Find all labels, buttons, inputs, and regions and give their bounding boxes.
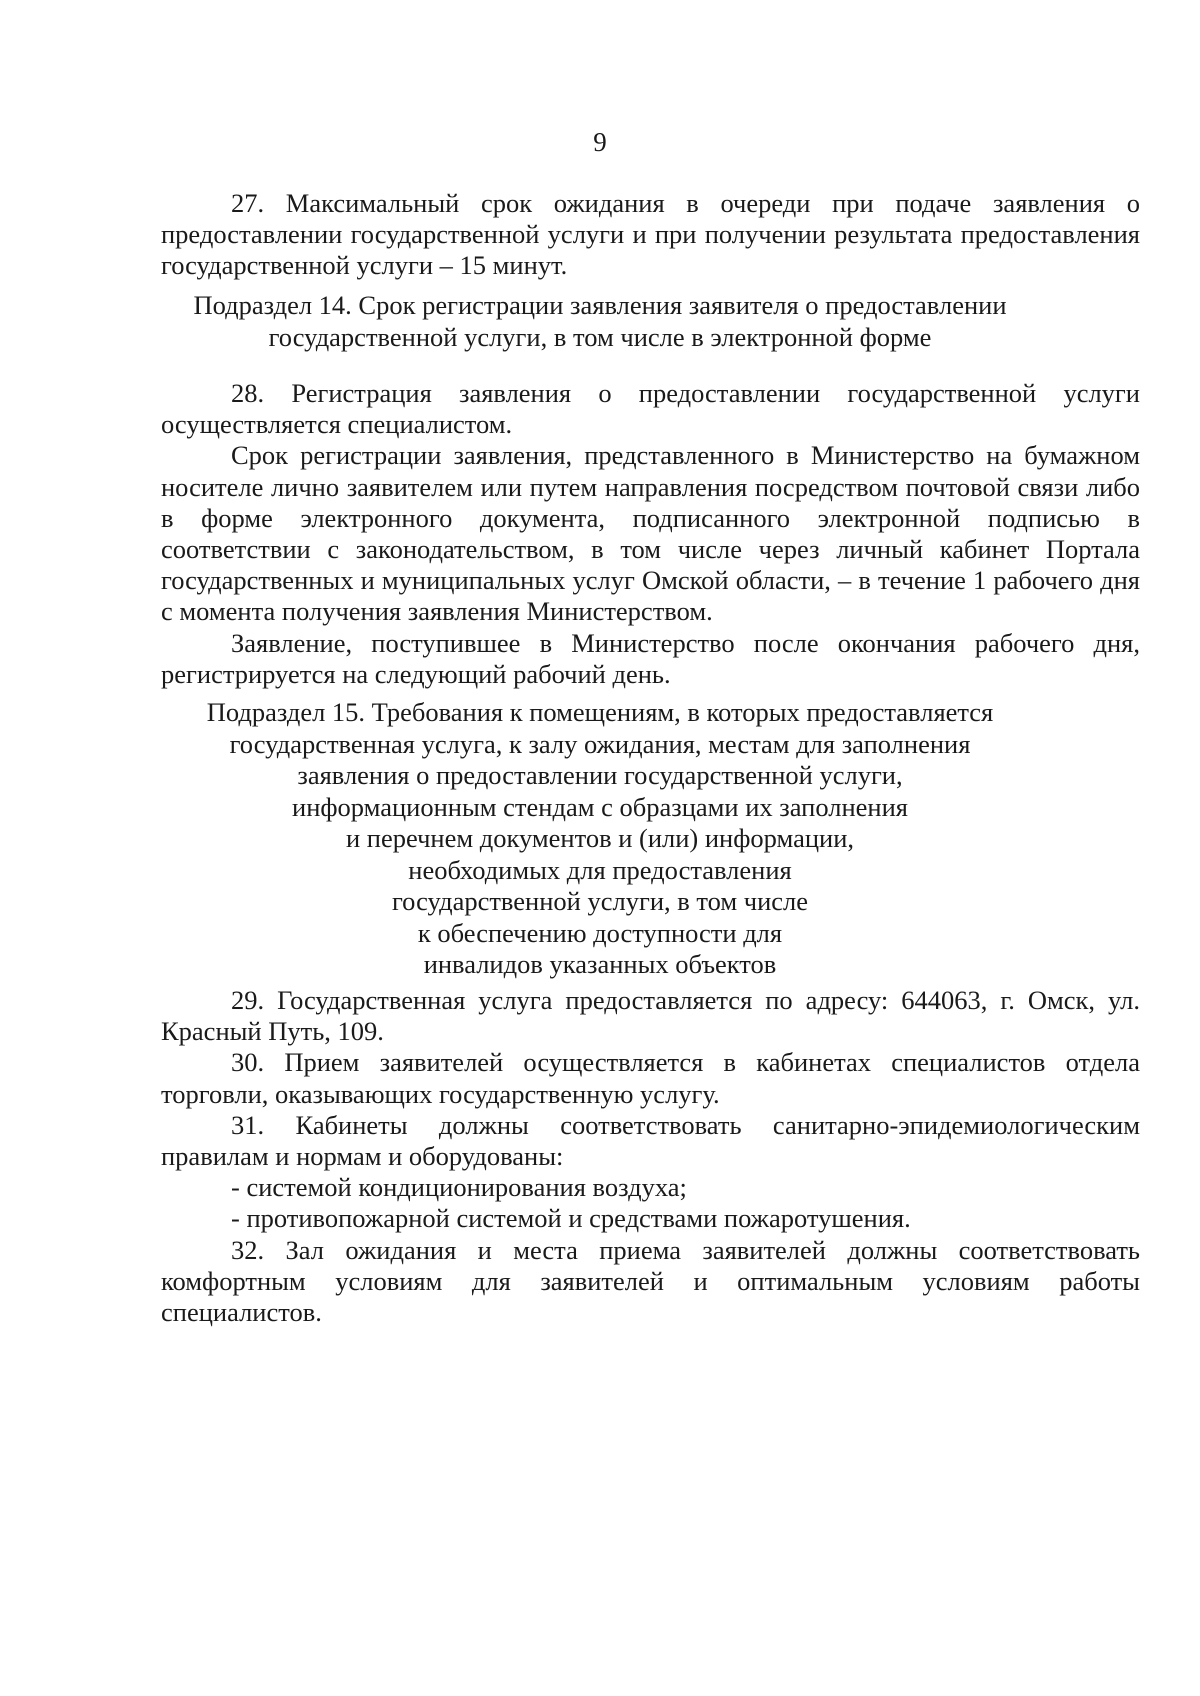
section-28 xyxy=(161,378,1140,690)
paragraph-30: 30. Прием заявителей осуществляется в кабинетах специалистов отдела торговли, оказывающих государственную услугу. xyxy=(161,1047,1140,1109)
subsection-15-heading xyxy=(0,697,1200,981)
paragraph-28-2: Срок регистрации заявления, представленного в Министерство на бумажном носителе лично заявителем или путем направления посредством почтовой связи либо в форме электронного документа, подписанного электронной подписью в соответствии с законодательством, в том числе через личный кабинет Портала государственных и муниципальных услуг Омской области, – в течение 1 рабочего дня с момента получения заявления Министерством. xyxy=(161,440,1140,627)
heading-line: заявления о предоставлении государственной услуги, xyxy=(297,760,903,790)
list-item: - противопожарной системой и средствами пожаротушения. xyxy=(231,1203,911,1234)
heading-line: государственной услуги, в том числе xyxy=(391,886,809,916)
page-number: 9 xyxy=(593,127,607,157)
paragraph-29: 29. Государственная услуга предоставляется по адресу: 644063, г. Омск, ул. Красный Путь, 109. xyxy=(161,985,1140,1047)
paragraph-28-3: Заявление, поступившее в Министерство после окончания рабочего дня, регистрируется на следующий рабочий день. xyxy=(161,627,1140,689)
list-item: - системой кондиционирования воздуха; xyxy=(231,1172,687,1203)
heading-line: информационным стендам с образцами их заполнения xyxy=(292,791,908,822)
subsection-14-heading xyxy=(0,290,1200,353)
heading-line: Подраздел 15. Требования к помещениям, в которых предоставляется xyxy=(206,697,994,727)
heading-line: государственной услуги, в том числе в электронной форме xyxy=(268,321,932,352)
paragraph-28-1: 28. Регистрация заявления о предоставлении государственной услуги осуществляется специалистом. xyxy=(161,378,1140,440)
paragraph-27: 27. Максимальный срок ожидания в очереди при подаче заявления о предоставлении государственной услуги и при получении результата предоставления государственной услуги – 15 минут. xyxy=(161,188,1140,281)
heading-line: к обеспечению доступности для xyxy=(417,917,783,948)
paragraph-32: 32. Зал ожидания и места приема заявителей должны соответствовать комфортным условиям для заявителей и оптимальным условиям работы специалистов. xyxy=(161,1234,1140,1328)
heading-line: и перечнем документов и (или) информации, xyxy=(345,823,855,853)
heading-line: инвалидов указанных объектов xyxy=(423,949,777,979)
heading-line: Подраздел 14. Срок регистрации заявления заявителя о предоставлении xyxy=(193,290,1007,320)
equipment-list xyxy=(161,1172,1140,1234)
sections-29-32 xyxy=(161,985,1140,1328)
heading-line: необходимых для предоставления xyxy=(408,854,792,885)
section-27 xyxy=(161,188,1140,282)
heading-line: государственная услуга, к залу ожидания, местам для заполнения xyxy=(229,728,971,759)
paragraph-31: 31. Кабинеты должны соответствовать санитарно-эпидемиологическим правилам и нормам и оборудованы: xyxy=(161,1109,1140,1172)
